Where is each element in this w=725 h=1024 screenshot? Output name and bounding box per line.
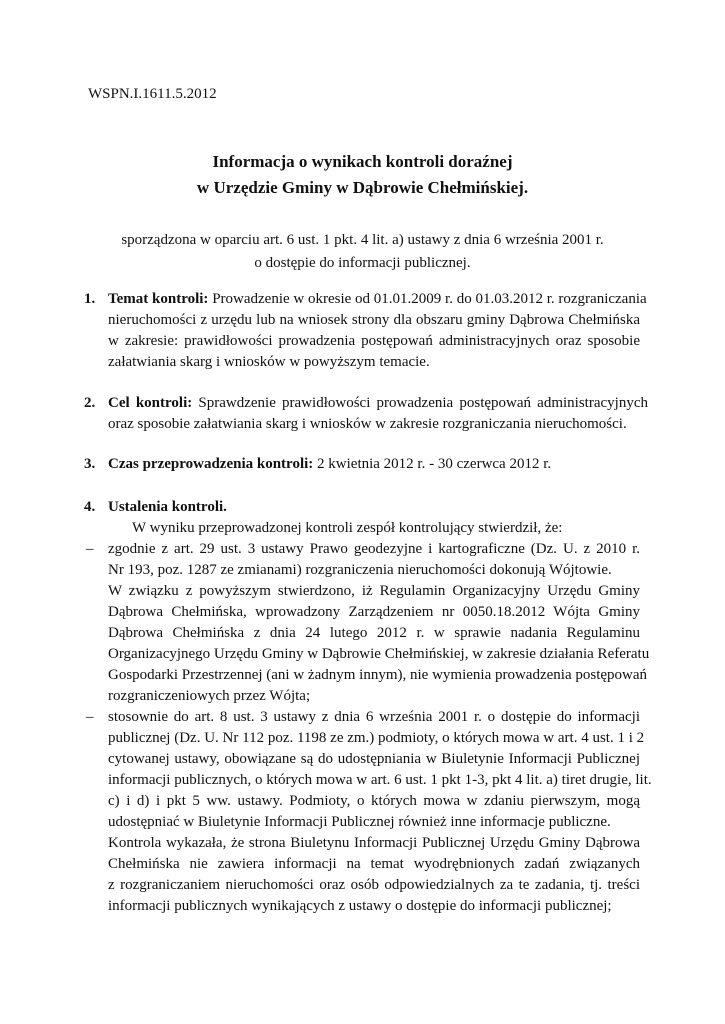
finding-line: Gospodarki Przestrzennej (ani w żadnym innym), nie wymienia prowadzenia postępowań — [108, 667, 648, 683]
section-line: w zakresie: prawidłowości prowadzenia postępowań administracyjnych oraz sposobie — [108, 333, 640, 349]
document-subtitle — [0, 229, 725, 275]
finding-item-1 — [108, 539, 650, 707]
subtitle-line: o dostępie do informacji publicznej. — [254, 255, 471, 271]
section-1-number: 1. — [84, 291, 96, 307]
finding-line: informacji publicznych, o których mowa w art. 6 ust. 1 pkt 1-3, pkt 4 lit. a) tiret drugie, lit. — [108, 772, 652, 788]
section-line: nieruchomości z urzędu lub na wniosek strony dla obszaru gminy Dąbrowa Chełmińska — [108, 312, 640, 328]
finding-line: c) i d) i pkt 5 ww. ustawy. Podmioty, o których mowa w zdaniu pierwszym, mogą — [108, 793, 640, 809]
section-line — [108, 497, 640, 518]
section-4-intro: W wyniku przeprowadzonej kontroli zespół kontrolujący stwierdził, że: — [132, 520, 563, 536]
finding-line: Nr 193, poz. 1287 ze zmianami) rozgraniczenia nieruchomości dokonują Wójtowie. — [108, 562, 612, 578]
section-1 — [108, 289, 647, 373]
section-line: oraz sposobie załatwiania skarg i wniosków w zakresie rozgraniczania nieruchomości. — [108, 416, 627, 432]
section-2-label: Cel kontroli: — [108, 395, 193, 411]
section-2 — [108, 393, 648, 435]
finding-line: Chełmińska nie zawiera informacji na temat wyodrębnionych zadań związanych — [108, 856, 640, 872]
finding-line: Organizacyjnego Urzędu Gminy w Dąbrowie Chełmińskiej, w zakresie działania Referatu — [108, 646, 650, 662]
reference-number: WSPN.I.1611.5.2012 — [88, 86, 217, 102]
finding-line: z rozgraniczaniem nieruchomości oraz osób odpowiedzialnych za te zadania, tj. treści — [108, 877, 640, 893]
finding-item-2 — [108, 707, 652, 917]
section-line: Temat kontroli: Prowadzenie w okresie od 01.01.2009 r. do 01.03.2012 r. rozgraniczania — [108, 291, 647, 307]
list-bullet: – — [86, 709, 94, 725]
finding-line: Dąbrowa Chełmińska z dnia 24 lutego 2012 r. w sprawie nadania Regulaminu — [108, 625, 640, 641]
section-3-label: Czas przeprowadzenia kontroli: — [108, 456, 314, 472]
section-3 — [108, 454, 640, 475]
section-line: Cel kontroli: Sprawdzenie prawidłowości prowadzenia postępowań administracyjnych — [108, 395, 648, 411]
section-1-label: Temat kontroli: — [108, 291, 209, 307]
section-4-heading — [108, 497, 640, 539]
subtitle-line: sporządzona w oparciu art. 6 ust. 1 pkt. 4 lit. a) ustawy z dnia 6 września 2001 r. — [121, 232, 604, 248]
finding-line: rozgraniczeniowych przez Wójta; — [108, 688, 311, 704]
section-4-label: Ustalenia kontroli. — [108, 499, 227, 515]
title-line: w Urzędzie Gminy w Dąbrowie Chełmińskiej. — [196, 178, 529, 197]
document-title — [0, 149, 725, 201]
finding-line: informacji publicznych wynikających z ustawy o dostępie do informacji publicznej; — [108, 898, 612, 914]
finding-line: udostępniać w Biuletynie Informacji Publicznej również inne informacje publiczne. — [108, 814, 611, 830]
section-line: Czas przeprowadzenia kontroli: 2 kwietnia 2012 r. - 30 czerwca 2012 r. — [108, 456, 552, 472]
list-bullet: – — [86, 541, 94, 557]
finding-line: publicznej (Dz. U. Nr 112 poz. 1198 ze zm.) podmioty, o których mowa w art. 4 ust. 1 i 2 — [108, 730, 645, 746]
finding-line: cytowanej ustawy, obowiązane są do udostępniania w Biuletynie Informacji Publicznej — [108, 751, 640, 767]
finding-line: W związku z powyższym stwierdzono, iż Regulamin Organizacyjny Urzędu Gminy — [108, 583, 640, 599]
section-3-number: 3. — [84, 456, 96, 472]
title-line: Informacja o wynikach kontroli doraźnej — [212, 152, 513, 171]
section-2-number: 2. — [84, 395, 96, 411]
finding-line: zgodnie z art. 29 ust. 3 ustawy Prawo geodezyjne i kartograficzne (Dz. U. z 2010 r. — [108, 541, 640, 557]
section-line: załatwiania skarg i wniosków w powyższym temacie. — [108, 354, 430, 370]
section-4-number: 4. — [84, 499, 96, 515]
finding-line: Dąbrowa Chełmińska, wprowadzony Zarządzeniem nr 0050.18.2012 Wójta Gminy — [108, 604, 640, 620]
finding-line: stosownie do art. 8 ust. 3 ustawy z dnia 6 września 2001 r. o dostępie do informacji — [108, 709, 640, 725]
finding-line: Kontrola wykazała, że strona Biuletynu Informacji Publicznej Urzędu Gminy Dąbrowa — [108, 835, 640, 851]
